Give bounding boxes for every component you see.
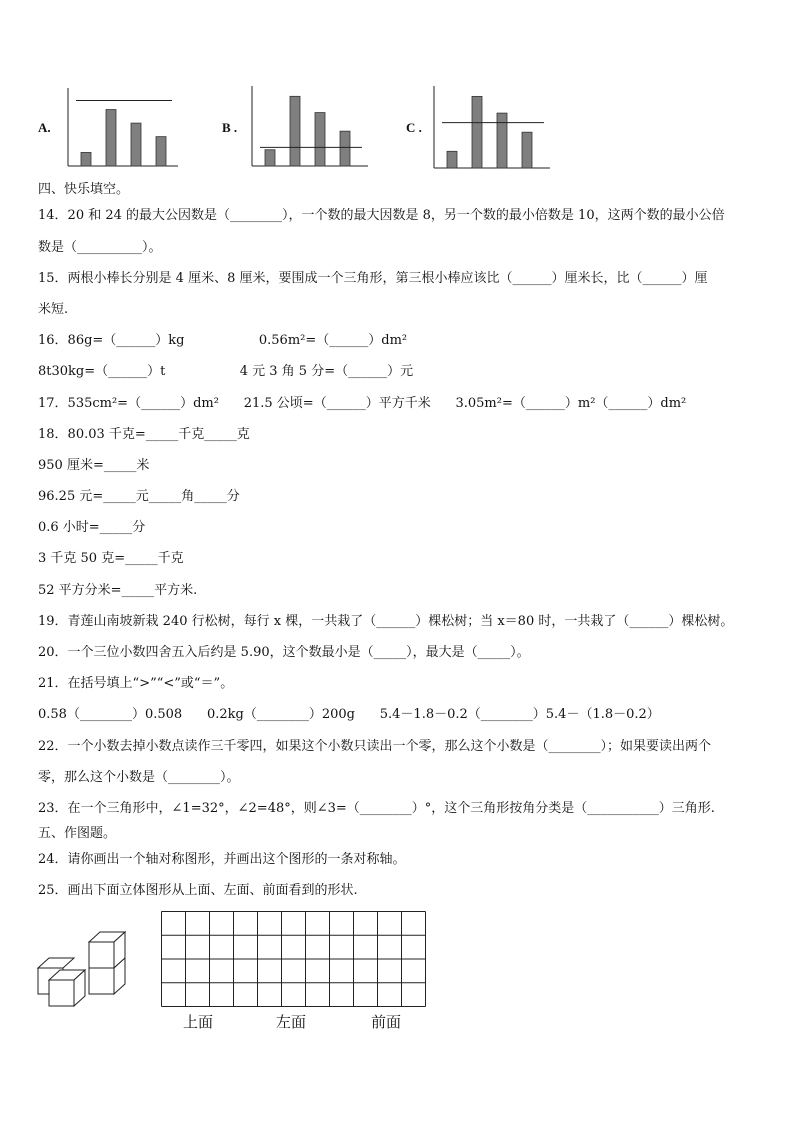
question-18-line2: 950 厘米=_____米: [38, 458, 150, 473]
option-c-label: C .: [406, 120, 422, 135]
bar: [340, 131, 350, 166]
question-21: 21．在括号填上“>”“<”或“＝”。: [38, 676, 234, 691]
bar: [472, 96, 482, 168]
question-24: 24．请你画出一个轴对称图形，并画出这个图形的一条对称轴。: [38, 852, 406, 867]
bar: [131, 123, 141, 166]
option-c-chart: [432, 86, 550, 170]
question-20: 20．一个三位小数四舍五入后约是 5.90，这个数最小是（_____），最大是（_____）。: [38, 645, 530, 660]
section-heading-5: 五、作图题。: [38, 826, 117, 841]
option-a-chart: [66, 88, 178, 168]
bar: [106, 110, 116, 166]
view-label-left: 左面: [276, 1013, 307, 1031]
question-15-line1: 15．两根小棒长分别是 4 厘米、8 厘米，要围成一个三角形，第三根小棒应该比（______）厘米长，比（______）厘: [38, 271, 708, 286]
question-19: 19．青莲山南坡新栽 240 行松树，每行 x 棵，一共栽了（______）棵松树；当 x＝80 时，一共栽了（______）棵松树。: [38, 614, 734, 629]
bar: [447, 151, 457, 168]
bar: [81, 152, 91, 166]
question-18-line5: 3 千克 50 克=_____千克: [38, 551, 184, 566]
option-b-label: B .: [222, 120, 238, 135]
question-16-line2: 8t30kg=（______）t 4 元 3 角 5 分=（______）元: [38, 364, 414, 379]
question-21-items: 0.58（________）0.508 0.2kg（________）200g 5.4－1.8－0.2（________）5.4－（1.8－0.2）: [38, 707, 660, 722]
question-25: 25．画出下面立体图形从上面、左面、前面看到的形状.: [38, 883, 358, 898]
question-14-line1: 14．20 和 24 的最大公因数是（________），一个数的最大因数是 8，另一个数的最小倍数是 10，这两个数的最小公倍: [38, 208, 725, 223]
option-b-chart: [250, 86, 368, 168]
question-16-line1: 16．86g=（______）kg 0.56m²=（______）dm²: [38, 333, 408, 348]
bar: [497, 113, 507, 168]
question-18-line6: 52 平方分米=_____平方米.: [38, 583, 198, 598]
bar: [522, 132, 532, 168]
bar: [315, 113, 325, 166]
bar: [265, 150, 275, 166]
option-a-label: A.: [38, 120, 51, 135]
question-14-line2: 数是（__________）。: [38, 240, 162, 255]
question-15-line2: 米短.: [38, 302, 69, 317]
question-17: 17．535cm²=（______）dm² 21.5 公顷=（______）平方千米 3.05m²=（______）m²（______）dm²: [38, 396, 687, 411]
view-label-front: 前面: [371, 1013, 402, 1031]
question-23: 23．在一个三角形中，∠1=32°，∠2=48°，则∠3=（________）°，这个三角形按角分类是（___________）三角形.: [38, 801, 715, 816]
question-18-line1: 18．80.03 千克=_____千克_____克: [38, 427, 250, 442]
question-18-line4: 0.6 小时=_____分: [38, 520, 146, 535]
question-22-line2: 零，那么这个小数是（________）。: [38, 770, 240, 785]
question-22-line1: 22．一个小数去掉小数点读作三千零四，如果这个小数只读出一个零，那么这个小数是（________）；如果要读出两个: [38, 739, 712, 754]
view-label-top: 上面: [183, 1013, 214, 1031]
section-heading-4: 四、快乐填空。: [38, 182, 130, 197]
question-18-line3: 96.25 元=_____元_____角_____分: [38, 489, 240, 504]
drawing-grid[interactable]: [161, 911, 426, 1007]
bar: [156, 137, 166, 166]
bar: [290, 96, 300, 166]
cube-figure: [34, 928, 134, 1008]
